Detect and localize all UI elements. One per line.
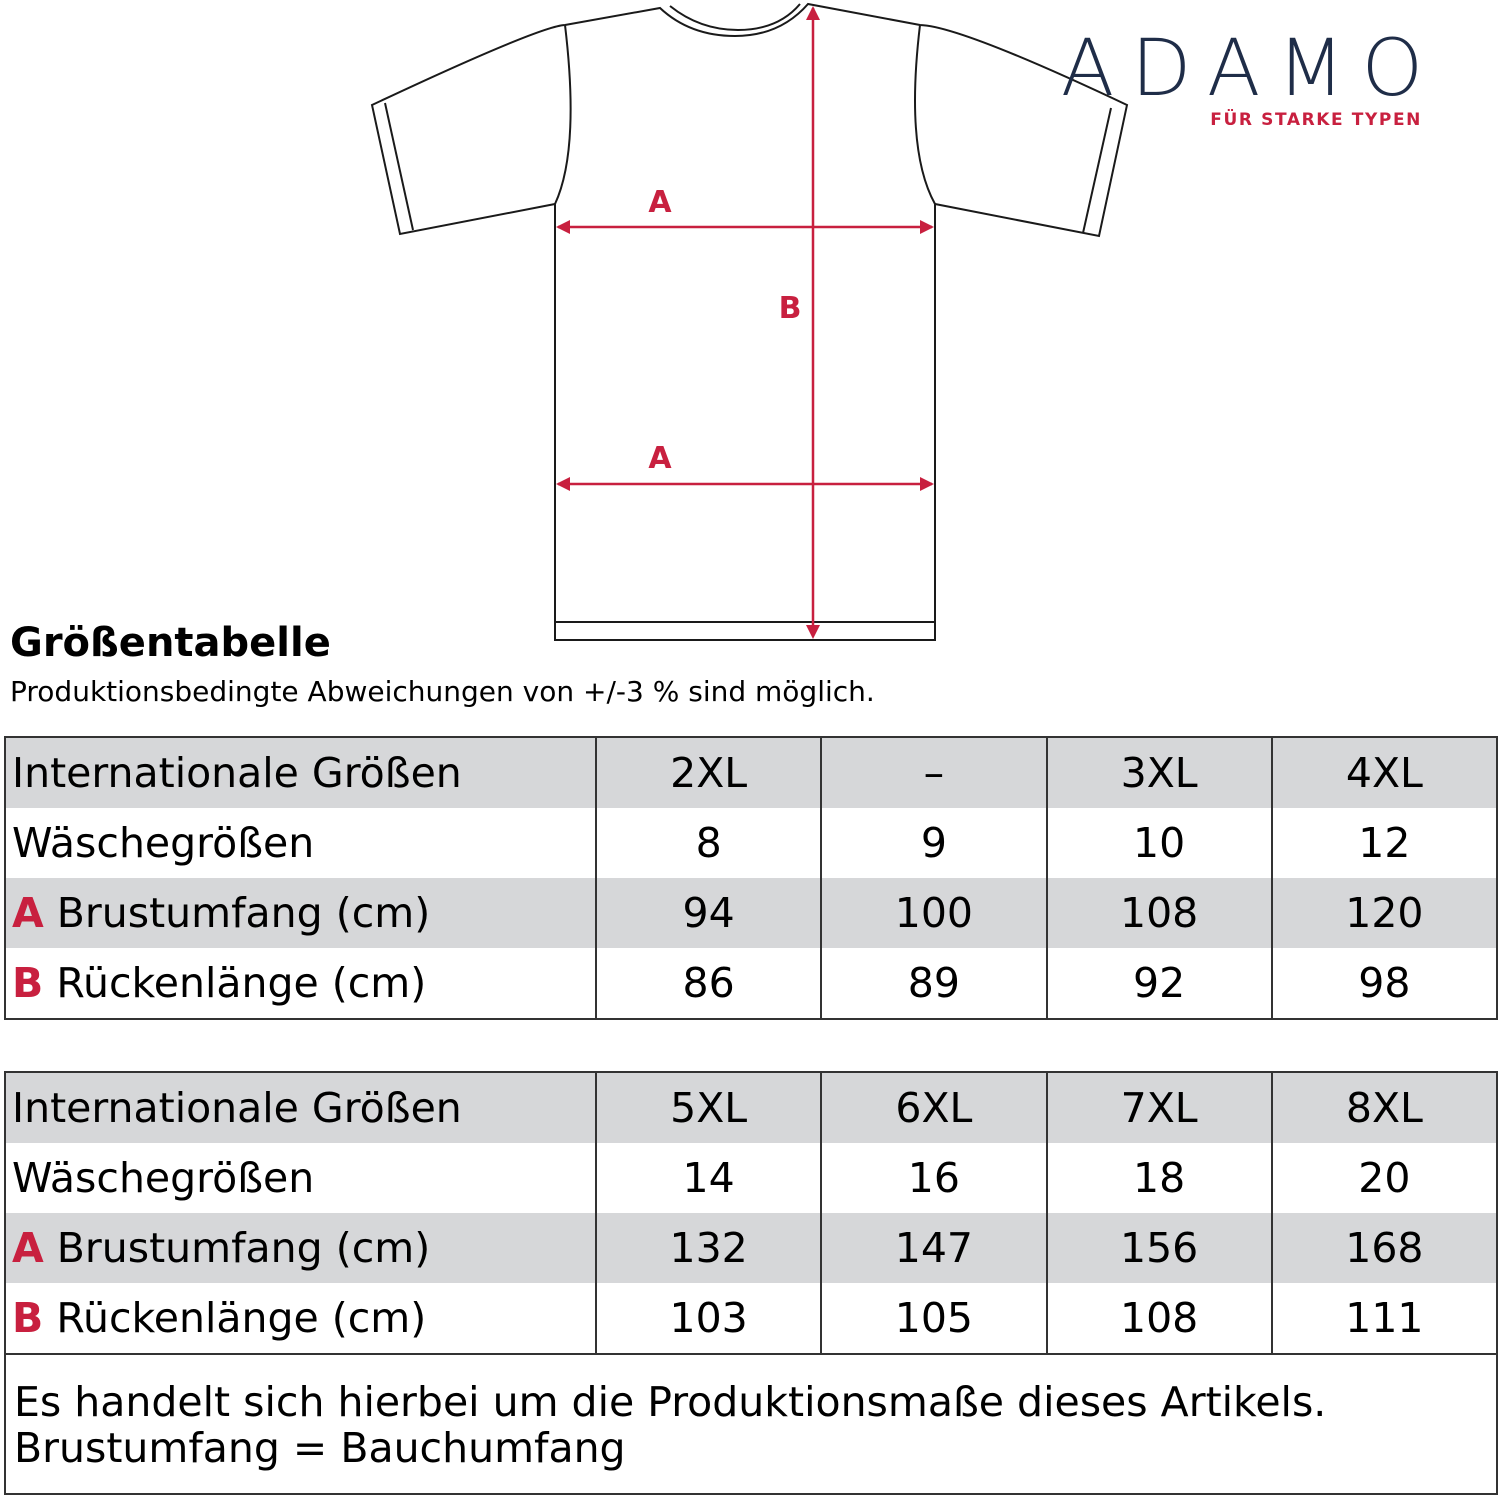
size-value-cell: 8XL <box>1272 1072 1497 1143</box>
row-label: Rückenlänge (cm) <box>56 1293 427 1342</box>
brand-logo <box>1060 24 1480 130</box>
row-label: Wäschegrößen <box>12 818 315 867</box>
right-armhole-seam <box>915 25 935 204</box>
diagram-label-a-chest: A <box>648 185 672 220</box>
size-value-cell: 111 <box>1272 1283 1497 1354</box>
size-value-cell: 4XL <box>1272 737 1497 808</box>
size-value-cell: 5XL <box>596 1072 821 1143</box>
size-value-cell: 2XL <box>596 737 821 808</box>
footer-note <box>4 1353 1498 1495</box>
size-value-cell: 94 <box>596 878 821 948</box>
row-chest-circumference <box>5 878 1497 948</box>
size-value-cell: 16 <box>821 1143 1046 1213</box>
row-label-cell <box>5 1072 596 1143</box>
row-label-cell <box>5 948 596 1019</box>
row-label-cell <box>5 878 596 948</box>
size-value-cell: 92 <box>1047 948 1272 1019</box>
size-value-cell: 20 <box>1272 1143 1497 1213</box>
row-label-cell <box>5 1143 596 1213</box>
measure-arrow-a-waist-right <box>920 477 934 491</box>
size-value-cell: 103 <box>596 1283 821 1354</box>
row-laundry-sizes <box>5 1143 1497 1213</box>
measure-arrow-a-chest-right <box>920 220 934 234</box>
tolerance-note: Produktionsbedingte Abweichungen von +/-3 % sind möglich. <box>10 675 875 708</box>
size-value-cell: 132 <box>596 1213 821 1283</box>
diagram-label-b: B <box>778 291 802 326</box>
size-value-cell: 147 <box>821 1213 1046 1283</box>
measure-letter: A <box>12 888 44 937</box>
row-label: Rückenlänge (cm) <box>56 958 427 1007</box>
footer-line-2: Brustumfang = Bauchumfang <box>14 1424 626 1472</box>
row-chest-circumference <box>5 1213 1497 1283</box>
row-international-sizes <box>5 737 1497 808</box>
size-table-1 <box>4 736 1498 1020</box>
size-value-cell: 14 <box>596 1143 821 1213</box>
row-laundry-sizes <box>5 808 1497 878</box>
row-label: Internationale Größen <box>12 748 462 797</box>
size-value-cell: 98 <box>1272 948 1497 1019</box>
size-value-cell: 8 <box>596 808 821 878</box>
left-armhole-seam <box>555 25 571 204</box>
row-label-cell <box>5 1283 596 1354</box>
diagram-label-a-waist: A <box>648 441 672 476</box>
measure-arrow-b-bottom <box>806 625 820 639</box>
size-value-cell: 18 <box>1047 1143 1272 1213</box>
footer-line-1: Es handelt sich hierbei um die Produktionsmaße dieses Artikels. <box>14 1378 1327 1426</box>
size-table-2 <box>4 1071 1498 1355</box>
size-value-cell: – <box>821 737 1046 808</box>
row-back-length <box>5 948 1497 1019</box>
row-label: Brustumfang (cm) <box>56 1223 431 1272</box>
row-label: Internationale Größen <box>12 1083 462 1132</box>
size-value-cell: 10 <box>1047 808 1272 878</box>
shirt-outline <box>372 4 1127 640</box>
measure-arrow-a-chest-left <box>556 220 570 234</box>
measure-arrow-b-top <box>806 6 820 20</box>
left-sleeve-cuff <box>385 103 413 230</box>
size-value-cell: 7XL <box>1047 1072 1272 1143</box>
size-value-cell: 86 <box>596 948 821 1019</box>
size-value-cell: 108 <box>1047 878 1272 948</box>
size-value-cell: 12 <box>1272 808 1497 878</box>
row-international-sizes <box>5 1072 1497 1143</box>
size-value-cell: 105 <box>821 1283 1046 1354</box>
measure-letter: B <box>12 958 44 1007</box>
size-value-cell: 89 <box>821 948 1046 1019</box>
page-title: Größentabelle <box>10 620 331 666</box>
row-label-cell <box>5 808 596 878</box>
logo-claim: FÜR STARKE TYPEN <box>1210 110 1422 130</box>
measure-arrow-a-waist-left <box>556 477 570 491</box>
size-value-cell: 108 <box>1047 1283 1272 1354</box>
size-value-cell: 6XL <box>821 1072 1046 1143</box>
measure-letter: A <box>12 1223 44 1272</box>
measure-letter: B <box>12 1293 44 1342</box>
row-label-cell <box>5 737 596 808</box>
row-back-length <box>5 1283 1497 1354</box>
row-label: Brustumfang (cm) <box>56 888 431 937</box>
row-label: Wäschegrößen <box>12 1153 315 1202</box>
size-value-cell: 120 <box>1272 878 1497 948</box>
size-value-cell: 168 <box>1272 1213 1497 1283</box>
row-label-cell <box>5 1213 596 1283</box>
logo-wordmark: ADAMO <box>1060 24 1440 114</box>
size-value-cell: 100 <box>821 878 1046 948</box>
size-value-cell: 156 <box>1047 1213 1272 1283</box>
size-value-cell: 3XL <box>1047 737 1272 808</box>
size-value-cell: 9 <box>821 808 1046 878</box>
